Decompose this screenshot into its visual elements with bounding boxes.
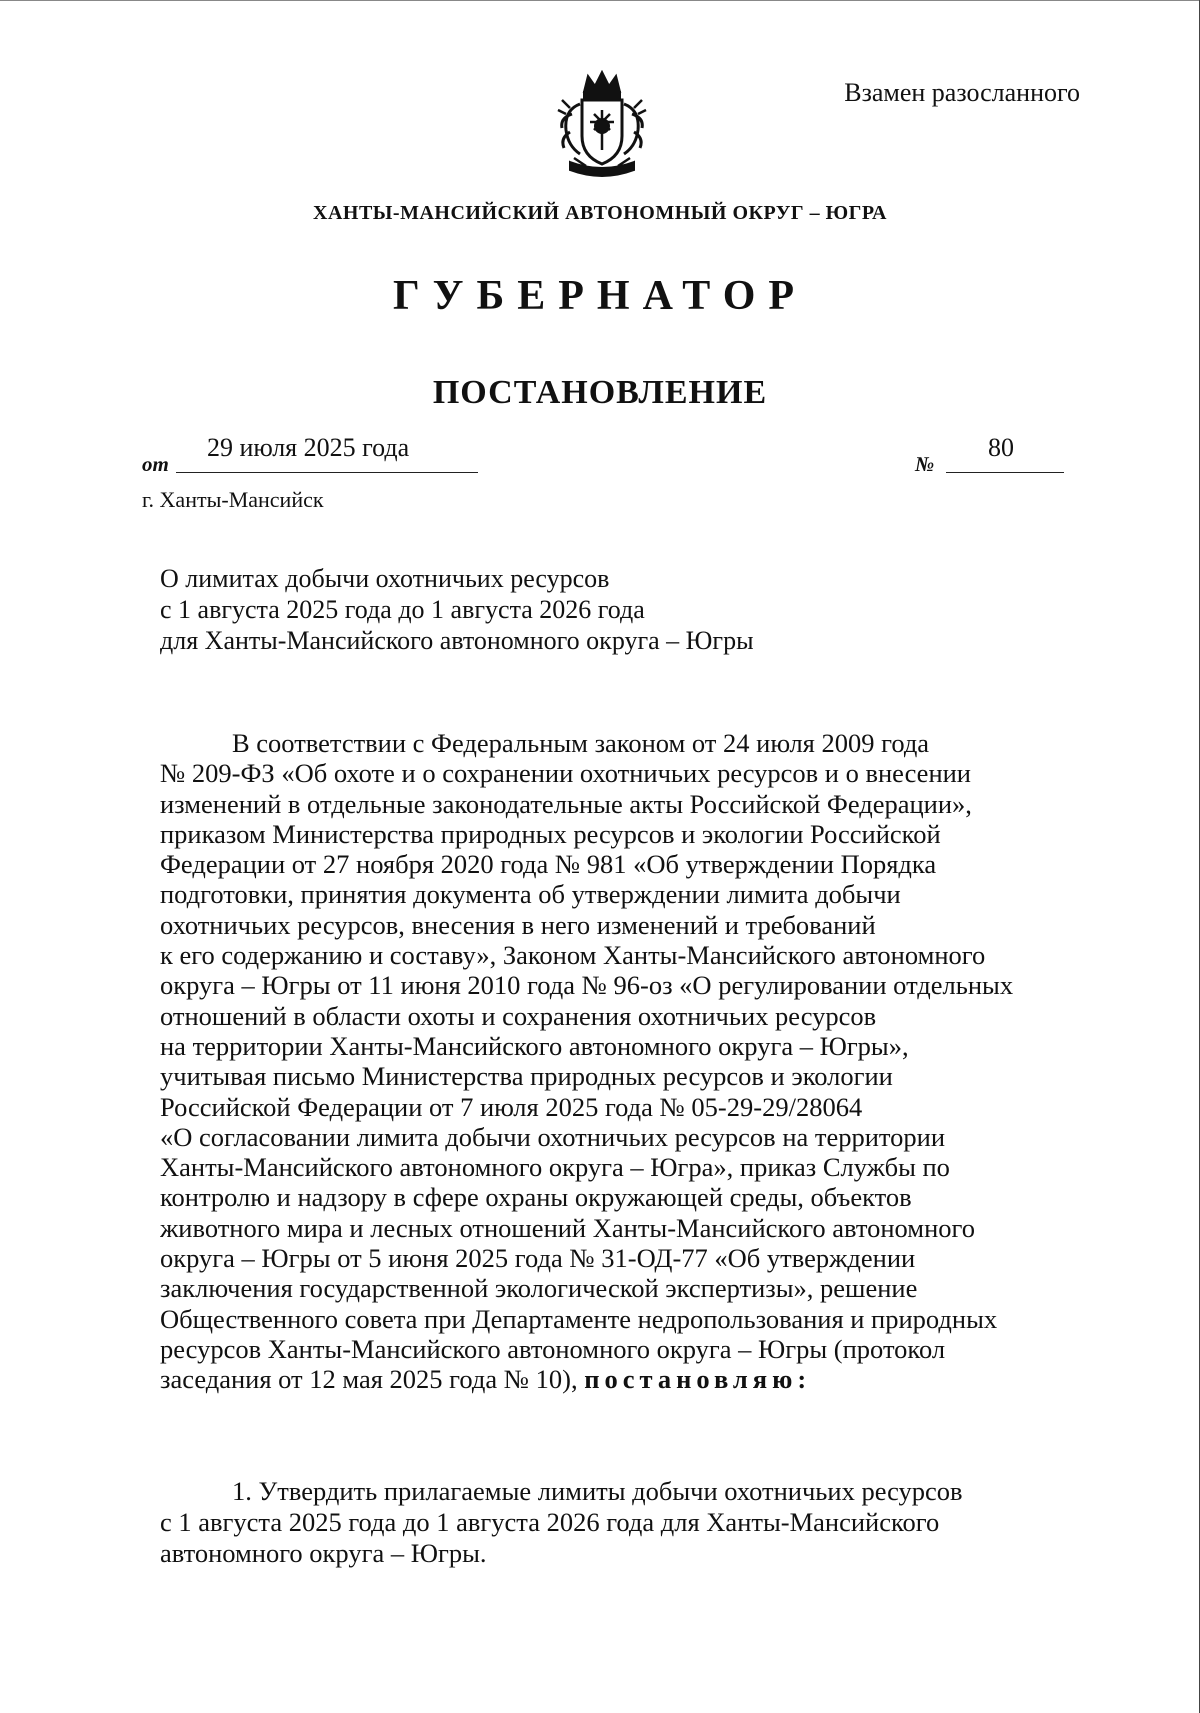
- document-date: 29 июля 2025 года: [207, 433, 410, 462]
- body-line: «О согласовании лимита добычи охотничьих ресурсов на территории: [160, 1121, 946, 1152]
- body-line: округа – Югры от 5 июня 2025 года № 31-ОД-77 «Об утверждении: [160, 1243, 916, 1274]
- document-city: г. Ханты-Мансийск: [142, 487, 324, 512]
- number-prefix: №: [915, 452, 935, 476]
- clause-line: 1. Утвердить прилагаемые лимиты добычи охотничьих ресурсов: [232, 1476, 963, 1506]
- body-line: Российской Федерации от 7 июля 2025 года № 05-29-29/28064: [160, 1091, 863, 1122]
- body-line: контролю и надзору в сфере охраны окружающей среды, объектов: [160, 1182, 912, 1213]
- body-line: заседания от 12 мая 2025 года № 10),: [160, 1364, 578, 1395]
- body-line: на территории Ханты-Мансийского автономного округа – Югры»,: [160, 1030, 909, 1061]
- clause-line: автономного округа – Югры.: [160, 1538, 487, 1568]
- scan-top-edge: [0, 0, 1200, 1]
- body-line: заключения государственной экологической экспертизы», решение: [160, 1273, 918, 1304]
- body-line: ресурсов Ханты-Мансийского автономного округа – Югры (протокол: [160, 1333, 946, 1364]
- body-line: Ханты-Мансийского автономного округа – Югра», приказ Службы по: [160, 1152, 950, 1183]
- body-line: к его содержанию и составу», Законом Ханты-Мансийского автономного: [160, 940, 986, 971]
- document-number: 80: [988, 433, 1014, 462]
- body-line: Общественного совета при Департаменте недропользования и природных: [160, 1303, 998, 1334]
- subject-line: О лимитах добычи охотничьих ресурсов: [160, 564, 610, 593]
- body-line: Федерации от 27 ноября 2020 года № 981 «Об утверждении Порядка: [160, 849, 937, 880]
- clause-line: с 1 августа 2025 года до 1 августа 2026 года для Ханты-Мансийского: [160, 1507, 940, 1537]
- body-line: животного мира и лесных отношений Ханты-Мансийского автономного: [160, 1212, 975, 1243]
- clause-1: [160, 1476, 1073, 1569]
- body-line: учитывая письмо Министерства природных ресурсов и экологии: [160, 1061, 893, 1092]
- body-line: округа – Югры от 11 июня 2010 года № 96-оз «О регулировании отдельных: [160, 970, 1014, 1001]
- body-line: приказом Министерства природных ресурсов и экологии Российской: [160, 818, 941, 849]
- subject-line: для Ханты-Мансийского автономного округа – Югры: [160, 626, 754, 655]
- body-line: изменений в отдельные законодательные акты Российской Федерации»,: [160, 788, 972, 819]
- subject-line: с 1 августа 2025 года до 1 августа 2026 года: [160, 595, 645, 624]
- body-line: В соответствии с Федеральным законом от 24 июля 2009 года: [232, 728, 930, 758]
- decree-word: постановляю:: [584, 1364, 812, 1395]
- body-line: охотничьих ресурсов, внесения в него изменений и требований: [160, 909, 876, 940]
- body-line: отношений в области охоты и сохранения охотничьих ресурсов: [160, 1000, 877, 1031]
- body-line: подготовки, принятия документа об утверждении лимита добычи: [160, 879, 901, 910]
- replaced-note: Взамен разосланного: [844, 78, 1080, 107]
- number-underline: [946, 472, 1064, 473]
- coat-of-arms-icon: [552, 70, 652, 182]
- date-underline: [176, 472, 478, 473]
- document-subject: [160, 563, 754, 656]
- body-line-final: [160, 1364, 1073, 1394]
- preamble-paragraph: [160, 728, 1073, 1395]
- date-prefix: от: [142, 452, 169, 476]
- document-type: ПОСТАНОВЛЕНИЕ: [432, 374, 768, 411]
- authority-title: ГУБЕРНАТОР: [392, 273, 808, 319]
- region-name: ХАНТЫ-МАНСИЙСКИЙ АВТОНОМНЫЙ ОКРУГ – ЮГРА: [313, 202, 887, 224]
- body-line: № 209-ФЗ «Об охоте и о сохранении охотничьих ресурсов и о внесении: [160, 758, 971, 789]
